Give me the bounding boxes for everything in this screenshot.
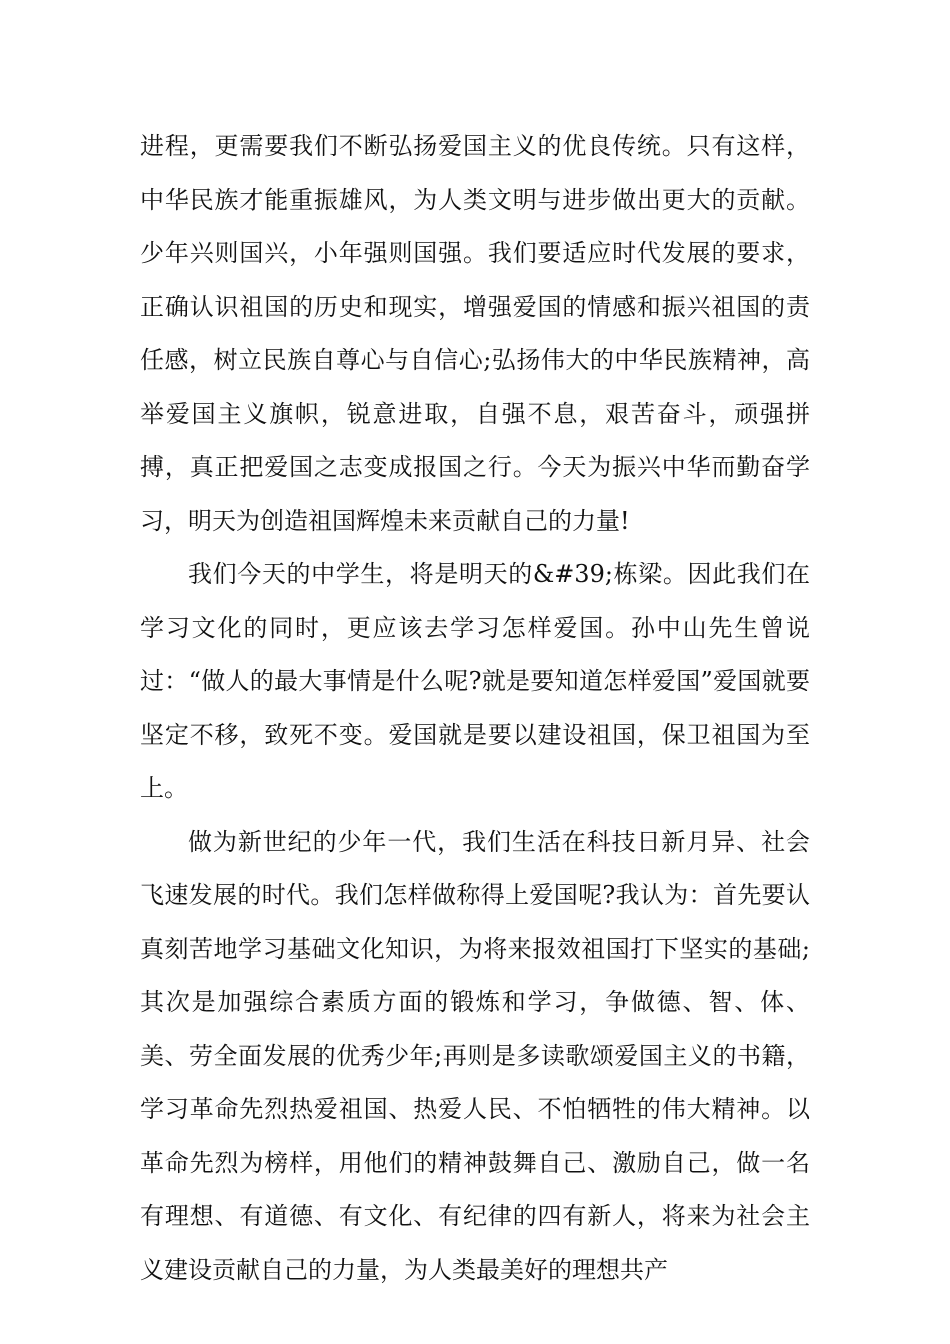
paragraph-students: 我们今天的中学生，将是明天的&#39;栋梁。因此我们在学习文化的同时，更应该去学习怎样爱国。孙中山先生曾说过：“做人的最大事情是什么呢?就是要知道怎样爱国”爱国就要坚定不移，致死不变。爱国就是要以建设祖国，保卫祖国为至上。 xyxy=(140,560,810,802)
paragraph-continuation: 进程，更需要我们不断弘扬爱国主义的优良传统。只有这样，中华民族才能重振雄风，为人类文明与进步做出更大的贡献。少年兴则国兴，小年强则国强。我们要适应时代发展的要求，正确认识祖国的历史和现实，增强爱国的情感和振兴祖国的责任感，树立民族自尊心与自信心;弘扬伟大的中华民族精神，高举爱国主义旗帜，锐意进取，自强不息，艰苦奋斗，顽强拼搏，真正把爱国之志变成报国之行。今天为振兴中华而勤奋学习，明天为创造祖国辉煌未来贡献自己的力量! xyxy=(140,132,810,535)
paragraph-new-generation: 做为新世纪的少年一代，我们生活在科技日新月异、社会飞速发展的时代。我们怎样做称得上爱国呢?我认为：首先要认真刻苦地学习基础文化知识，为将来报效祖国打下坚实的基础;其次是加强综合素质方面的锻炼和学习，争做德、智、体、美、劳全面发展的优秀少年;再则是多读歌颂爱国主义的书籍，学习革命先烈热爱祖国、热爱人民、不怕牺牲的伟大精神。以革命先烈为榜样，用他们的精神鼓舞自己、激励自己，做一名有理想、有道德、有文化、有纪律的四有新人，将来为社会主义建设贡献自己的力量，为人类最美好的理想共产 xyxy=(140,827,810,1284)
document-body xyxy=(140,120,810,1297)
